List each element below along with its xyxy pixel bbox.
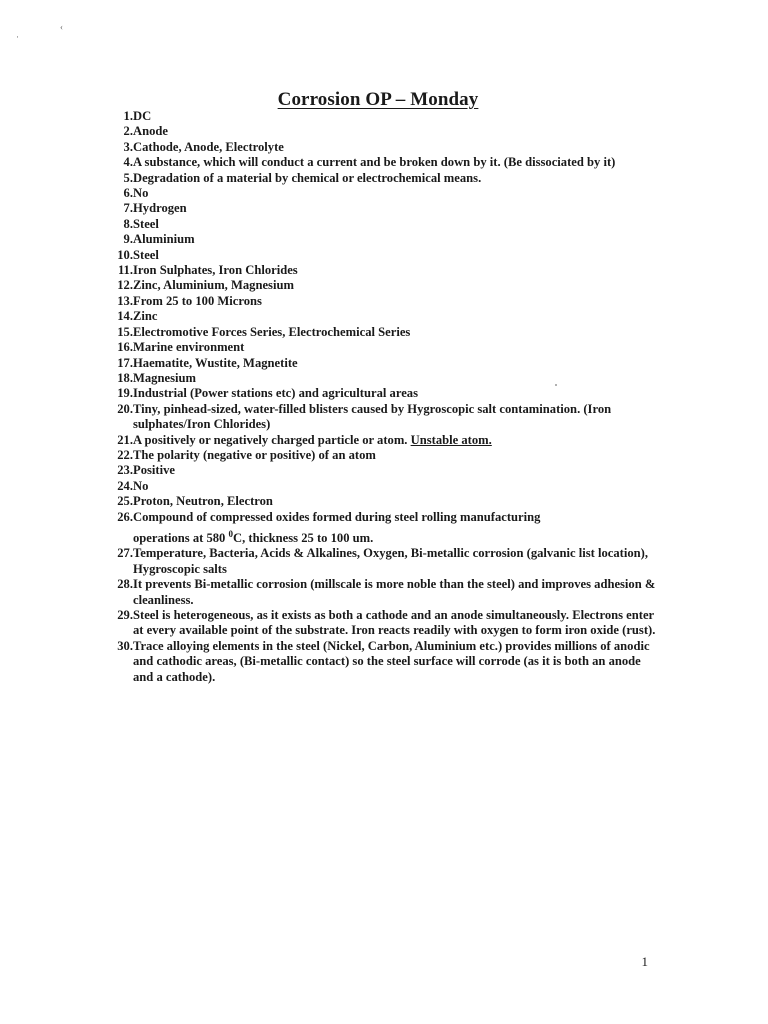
answer-text: [133, 186, 664, 201]
answer-text-line2-end: C, thickness 25 to 100 um.: [233, 530, 374, 545]
answer-number: 22.: [117, 447, 133, 462]
answer-text-main: Positive: [133, 463, 175, 478]
answer-text: [133, 263, 664, 278]
answer-text-main: Steel: [133, 247, 159, 262]
answer-text: [133, 294, 664, 309]
answer-number: 9.: [123, 232, 133, 247]
answer-text-line2: [133, 528, 664, 546]
answer-text-main: The polarity (negative or positive) of an atom: [133, 447, 376, 462]
answer-item: [104, 217, 664, 232]
answer-text: [133, 278, 664, 293]
answer-text-underlined: Unstable atom.: [410, 432, 492, 447]
answer-item: [104, 371, 664, 386]
answer-number: 1.: [123, 109, 133, 123]
answer-text: [133, 109, 664, 124]
answer-text-main: Haematite, Wustite, Magnetite: [133, 355, 298, 370]
answer-item: [104, 494, 664, 509]
answer-text-main: Magnesium: [133, 370, 196, 385]
answer-number: 6.: [123, 186, 133, 201]
answer-text-main: Steel: [133, 216, 159, 231]
answer-number: 19.: [117, 386, 133, 401]
answer-item: [104, 171, 664, 186]
page-title: Corrosion OP – Monday: [277, 89, 479, 110]
answer-text: [133, 309, 664, 324]
answer-text-main: Tiny, pinhead-sized, water-filled blisters caused by Hygroscopic salt contamination. (Iron sulphates/Iron Chlorides): [133, 401, 612, 432]
answer-text-main: Steel is heterogeneous, as it exists as both a cathode and an anode simultaneously. Electrons enter at every available point of the substrate. Iron reacts readily with oxygen to form iron oxide (rust).: [133, 608, 656, 638]
answer-text: [133, 340, 664, 355]
answer-text-main: From 25 to 100 Microns: [133, 293, 262, 308]
answer-number: 20.: [117, 401, 133, 416]
answer-item: [104, 201, 664, 216]
answer-number: 10.: [117, 247, 133, 262]
answer-number: 4.: [123, 155, 133, 170]
answer-text: [133, 356, 664, 371]
answer-number: 16.: [117, 340, 133, 355]
answer-item: [104, 325, 664, 340]
answer-text-main: It prevents Bi-metallic corrosion (millscale is more noble than the steel) and improves adhesion & cleanliness.: [133, 577, 656, 607]
answer-text: [133, 248, 664, 263]
answer-number: 3.: [123, 139, 133, 154]
answer-item: [104, 433, 664, 448]
answer-text: [133, 171, 664, 186]
answer-text: [133, 371, 664, 386]
answer-text: [133, 463, 664, 478]
answer-text-main: Cathode, Anode, Electrolyte: [133, 139, 284, 154]
answer-text: [133, 217, 664, 232]
answer-text: [133, 201, 664, 216]
page-number: 1: [641, 954, 648, 969]
answer-number: 23.: [117, 463, 133, 478]
answer-item: [104, 140, 664, 155]
scan-mark: ‹: [60, 22, 63, 32]
answer-text: [133, 494, 664, 509]
answer-number: 21.: [117, 432, 133, 447]
answer-item: [104, 294, 664, 309]
answer-item: [104, 232, 664, 247]
answer-text: [133, 479, 664, 494]
answer-item: [104, 386, 664, 401]
answer-text-main: No: [133, 478, 149, 493]
degree-superscript: 0: [228, 528, 233, 539]
answer-item: [104, 510, 664, 547]
answer-item: [104, 263, 664, 278]
answer-text: [133, 124, 664, 139]
answer-item: [104, 479, 664, 494]
answer-number: 7.: [123, 201, 133, 216]
answer-item: [104, 155, 664, 170]
answer-item: [104, 340, 664, 355]
answer-text: [133, 433, 664, 448]
answer-text: [133, 546, 664, 577]
answer-text-main: No: [133, 186, 149, 201]
answer-number: 2.: [123, 124, 133, 139]
answer-text: [133, 608, 664, 639]
answer-text-main: Temperature, Bacteria, Acids & Alkalines, Oxygen, Bi-metallic corrosion (galvanic list location), Hygroscopic salts: [133, 546, 649, 576]
answer-item: [104, 356, 664, 371]
answer-item: [104, 309, 664, 324]
answer-item: [104, 463, 664, 478]
answer-item: [104, 402, 664, 433]
answer-text-main: Proton, Neutron, Electron: [133, 494, 273, 509]
answer-number: 5.: [123, 170, 133, 185]
answer-number: 27.: [117, 546, 133, 561]
answer-item: [104, 608, 664, 639]
answer-item: [104, 577, 664, 608]
answer-text: [133, 402, 664, 433]
answer-number: 29.: [117, 608, 133, 622]
answer-text-main: Aluminium: [133, 232, 195, 247]
answer-item: [104, 248, 664, 263]
answer-text-main: Industrial (Power stations etc) and agricultural areas: [133, 386, 418, 401]
answer-list: [104, 109, 664, 685]
answer-number: 28.: [117, 577, 133, 592]
answer-text-main: Hydrogen: [133, 201, 187, 216]
answer-text-main: Trace alloying elements in the steel (Nickel, Carbon, Aluminium etc.) provides millions of anodic and cathodic areas, (Bi-metallic contact) so the steel surface will corrode (as it is both an anode and a cathode).: [133, 638, 650, 684]
answer-number: 24.: [117, 478, 133, 493]
answer-text-main: Marine environment: [133, 340, 245, 355]
answer-text-main: Electromotive Forces Series, Electrochemical Series: [133, 324, 411, 339]
answer-text-main: Anode: [133, 124, 168, 139]
answer-text: [133, 325, 664, 340]
answer-text-main: Zinc: [133, 309, 158, 324]
answer-item: [104, 109, 664, 124]
answer-text: [133, 510, 664, 547]
answer-text-main: Iron Sulphates, Iron Chlorides: [133, 263, 298, 278]
answer-text: [133, 577, 664, 608]
answer-item: [104, 186, 664, 201]
answer-text: [133, 140, 664, 155]
answer-text: [133, 639, 664, 685]
answer-number: 14.: [117, 309, 133, 324]
answer-text: [133, 232, 664, 247]
scan-mark: ·: [16, 32, 19, 42]
answer-number: 13.: [117, 293, 133, 308]
answer-text-line2-start: operations at 580: [133, 530, 229, 545]
answer-text-main: A substance, which will conduct a current and be broken down by it. (Be dissociated by it): [133, 155, 616, 170]
answer-item: [104, 546, 664, 577]
answer-item: [104, 124, 664, 139]
answer-number: 11.: [117, 263, 133, 278]
answer-number: 8.: [123, 216, 133, 231]
answer-text-main: DC: [133, 109, 152, 123]
answer-item: [104, 278, 664, 293]
answer-item: [104, 639, 664, 685]
answer-number: 26.: [117, 509, 133, 524]
answer-number: 25.: [117, 494, 133, 509]
answer-text: [133, 155, 664, 170]
answer-text: [133, 386, 664, 401]
answer-item: [104, 448, 664, 463]
answer-text-main: A positively or negatively charged particle or atom.: [133, 432, 408, 447]
answer-text-main: Compound of compressed oxides formed during steel rolling manufacturing: [133, 509, 541, 524]
answer-text-main: Zinc, Aluminium, Magnesium: [133, 278, 294, 293]
answer-text: [133, 448, 664, 463]
answer-number: 30.: [117, 638, 133, 653]
answer-text-main: Degradation of a material by chemical or electrochemical means.: [133, 170, 482, 185]
answer-number: 12.: [117, 278, 133, 293]
answer-number: 17.: [117, 355, 133, 370]
answer-number: 18.: [117, 370, 133, 385]
answer-number: 15.: [117, 324, 133, 339]
